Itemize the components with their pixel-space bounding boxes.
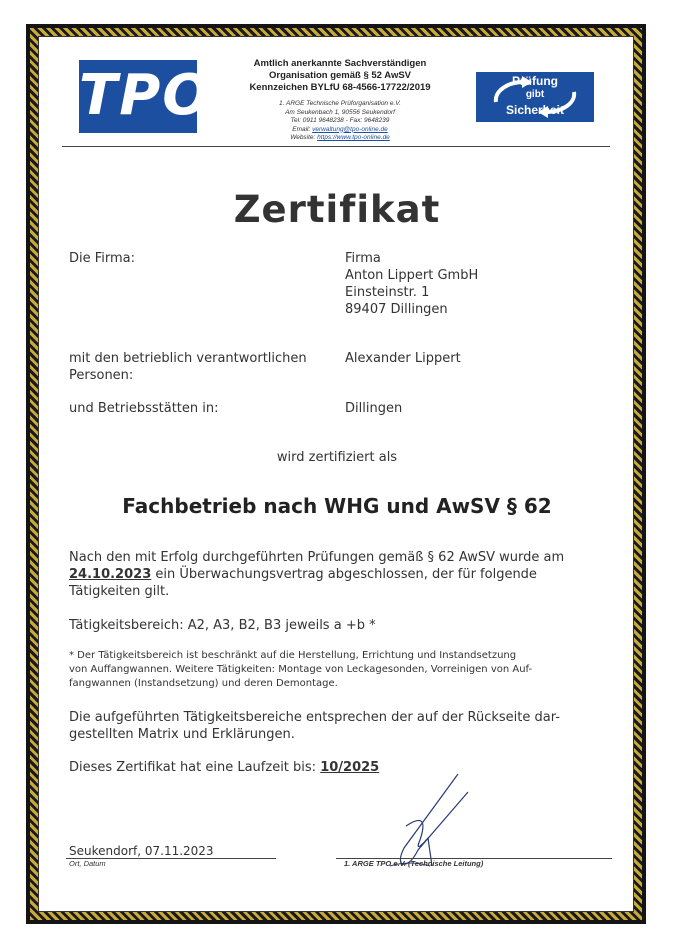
address-line-3: Tel: 0911 9648238 - Fax: 9648239 (290, 117, 390, 124)
certificate-title: Zertifikat (233, 188, 441, 231)
header-divider (62, 146, 610, 147)
company-line-1: Firma (345, 251, 381, 266)
matrix-line-2: gestellten Matrix und Erklärungen. (69, 727, 295, 742)
logo-word-3: Sicherheit (505, 103, 565, 117)
logo-word-2: gibt (525, 89, 545, 100)
footnote-line-1: * Der Tätigkeitsbereich ist beschränkt auf die Herstellung, Errichtung und Instandsetzung (69, 650, 517, 661)
contract-paragraph (69, 549, 609, 600)
footnote-line-2: von Auffangwannen. Weitere Tätigkeiten: Montage von Leckagesonden, Vorreinigen von Auf- (69, 664, 533, 675)
company-address (345, 250, 478, 318)
pruefung-gibt-sicherheit-logo (476, 72, 594, 122)
company-line-4: 89407 Dillingen (345, 302, 448, 317)
validity-line (69, 759, 609, 776)
website-line (210, 134, 470, 143)
contract-line-2 (69, 566, 609, 583)
email-line (210, 126, 470, 135)
company-label: Die Firma: (69, 251, 136, 266)
place-date: Seukendorf, 07.11.2023 (69, 844, 214, 858)
contract-line-3: Tätigkeiten gilt. (69, 584, 170, 599)
matrix-line-1: Die aufgeführten Tätigkeitsbereiche entsprechen der auf der Rückseite dar- (69, 710, 560, 725)
tpo-logo-text: TPO (79, 63, 212, 128)
email-link[interactable]: verwaltung@tpo-online.de (312, 125, 388, 133)
signatory-caption: 1. ARGE TPO e.V. (Technische Leitung) (344, 859, 484, 868)
scope-text: Tätigkeitsbereich: A2, A3, B2, B3 jeweils a +b * (69, 618, 376, 633)
tpo-logo (79, 60, 212, 133)
org-line-3: Kennzeichen BYLfU 68-4566-17722/2019 (249, 82, 431, 93)
website-label: Website: (290, 134, 316, 141)
footnote-line-3: fangwannen (Instandsetzung) und deren Demontage. (69, 678, 338, 689)
persons-label-line-1: mit den betrieblich verantwortlichen (69, 351, 307, 366)
scope-footnote (69, 649, 609, 691)
address-line-2: Am Seukenbach 1, 90556 Seukendorf (285, 108, 395, 116)
certificate-page (38, 36, 634, 912)
email-label: Email: (292, 125, 311, 133)
validity-date: 10/2025 (320, 760, 380, 775)
contract-line-2-rest: ein Überwachungsvertrag abgeschlossen, der für folgende (151, 567, 537, 582)
place-date-caption: Ort, Datum (69, 859, 106, 868)
logo-word-1: Prüfung (512, 74, 558, 88)
matrix-paragraph (69, 709, 609, 743)
persons-label-line-2: Personen: (69, 368, 134, 383)
company-line-3: Einsteinstr. 1 (345, 285, 430, 300)
persons-label (69, 350, 307, 384)
company-line-2: Anton Lippert GmbH (345, 268, 479, 283)
org-line-1: Amtlich anerkannte Sachverständigen (253, 58, 427, 69)
address-line-1: 1. ARGE Technische Prüforganisation e.V. (279, 100, 401, 107)
contract-date: 24.10.2023 (69, 567, 152, 582)
contract-line-1: Nach den mit Erfolg durchgeführten Prüfungen gemäß § 62 AwSV wurde am (69, 550, 565, 565)
website-link[interactable]: https://www.tpo-online.de (317, 134, 390, 141)
persons-value: Alexander Lippert (345, 351, 461, 366)
org-line-2: Organisation gemäß § 52 AwSV (268, 70, 412, 81)
organisation-header (210, 58, 470, 143)
certified-as-text: wird zertifiziert als (276, 450, 398, 465)
validity-text: Dieses Zertifikat hat eine Laufzeit bis: (69, 760, 321, 775)
sites-value: Dillingen (345, 401, 403, 416)
sites-label: und Betriebsstätten in: (69, 401, 219, 416)
qualification-heading: Fachbetrieb nach WHG und AwSV § 62 (122, 494, 552, 518)
